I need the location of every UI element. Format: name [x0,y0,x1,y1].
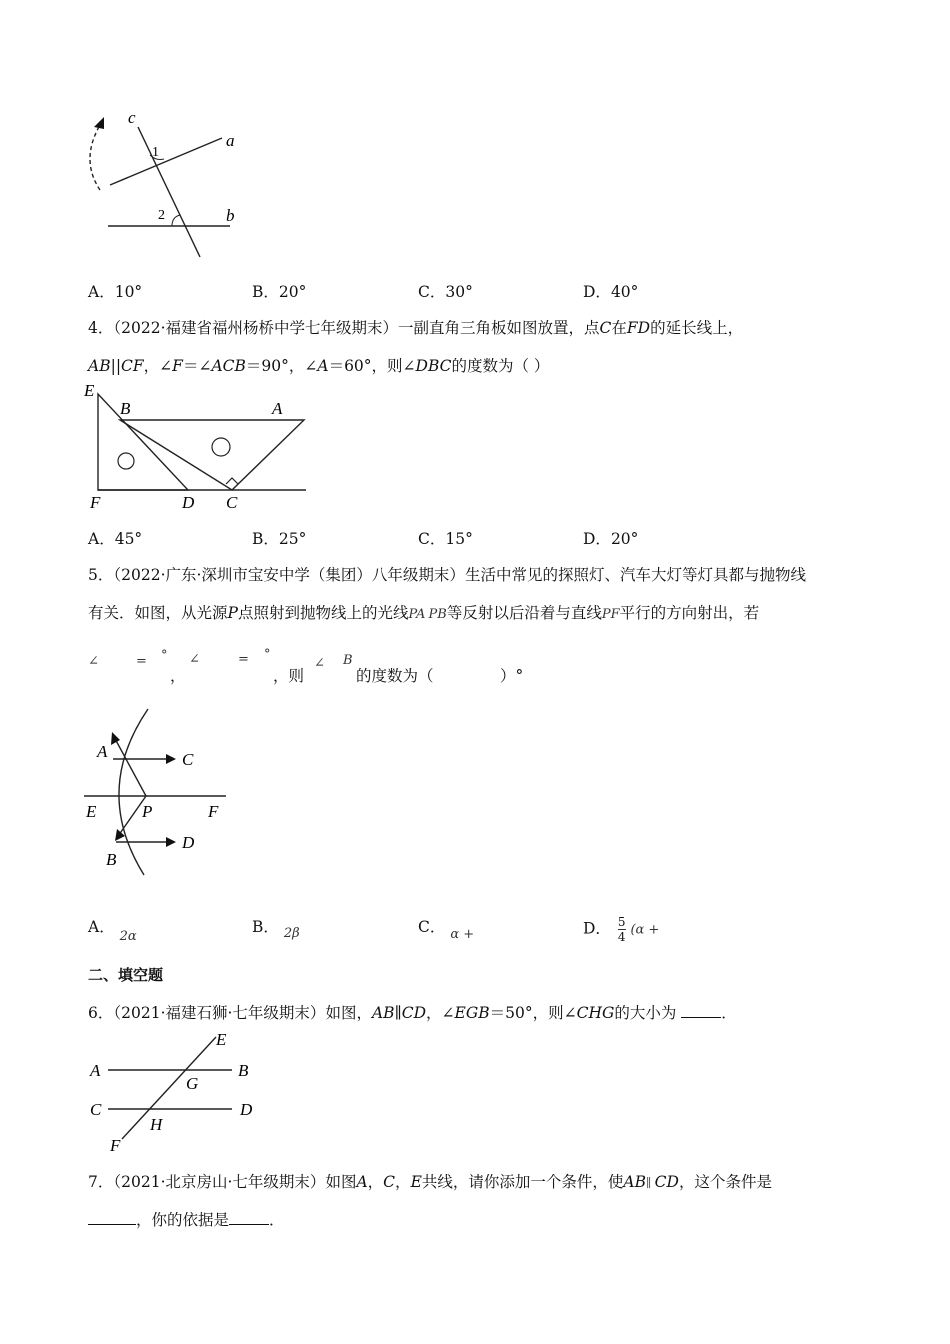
option-letter: B． [252,530,279,548]
q5-text: 平行的方向射出，若 [619,604,760,622]
question-number: 6． [88,1004,114,1022]
var-chg: CHG [576,1004,615,1022]
figure-parabola [80,705,240,880]
q7-text: ， [367,1173,384,1191]
option-letter: D． [583,530,611,548]
figure-parallel-transversal [80,1025,270,1155]
hole-left [118,453,134,469]
q4-text: 的延长线上， [650,319,744,337]
var-dbc: DBC [415,357,452,375]
q4-option-b[interactable] [252,527,306,549]
label-e: E [216,1030,227,1049]
q4-text: 一副直角三角板如图放置，点 [398,319,600,337]
q5-eq-2: = [238,652,249,667]
q5-text: 有关．如图，从光源 [88,604,228,622]
var-egb: EGB [454,1004,490,1022]
q4-line-2 [88,354,549,376]
var-ab: AB [623,1173,646,1191]
q6-line-1 [88,1001,737,1023]
right-angle-mark [226,478,238,484]
label-g: G [186,1074,199,1093]
label-1: 1 [152,145,159,160]
triangle-bac [120,420,304,490]
var-f: F [172,357,183,375]
parallel-symbol: ∥ [646,1176,652,1190]
arrow-head-c [166,754,176,764]
figure-angles-1-2 [80,105,260,265]
var-p: P [227,604,238,622]
option-letter: D． [583,919,611,938]
q3-option-a[interactable] [88,280,142,302]
q5-line-1 [88,563,806,585]
question-source: （2022·广东·深圳市宝安中学（集团）八年级期末） [113,566,465,584]
q6-text: 的大小为 [614,1004,677,1022]
label-b: B [106,850,117,869]
fraction [618,915,626,944]
q5-line-2 [88,601,759,623]
option-text: 2α [119,929,137,944]
option-letter: A． [88,283,115,301]
var-cd: CD [401,1004,427,1022]
question-number: 4． [88,319,114,337]
var-c: C [383,1173,396,1191]
var-a: A [356,1173,368,1191]
q5-angle-3: ∠ [314,656,325,671]
label-c: C [90,1100,102,1119]
option-letter: C． [418,530,446,548]
q5-var-b: B [343,653,353,668]
var-cf: CF [121,357,144,375]
q7-text: ，这个条件是 [678,1173,772,1191]
var-pf: PF [601,607,620,622]
option-letter: C． [418,283,446,301]
label-d: D [240,1100,253,1119]
option-letter: A． [88,918,115,936]
q3-option-c[interactable] [418,280,473,302]
question-source: （2021·北京房山·七年级期末） [113,1173,326,1191]
option-text: 40° [610,283,639,301]
fraction-numerator: 5 [617,915,626,929]
option-text: 15° [445,530,473,548]
q5-close: ）° [500,667,524,685]
q7-text: ， [395,1173,411,1191]
q4-option-c[interactable] [418,527,473,549]
label-a: A [272,399,283,418]
q6-text: ，∠ [426,1004,455,1022]
answer-blank-reason[interactable] [229,1210,269,1225]
label-f: F [110,1136,121,1155]
option-letter: B． [252,918,279,936]
q4-text: ＝60°，则∠ [328,357,416,375]
label-b: B [120,399,131,418]
triangle-efd [98,394,188,490]
answer-blank-condition[interactable] [88,1210,136,1225]
q6-text: ＝50°，则∠ [489,1004,577,1022]
question-source: （2021·福建石狮·七年级期末） [113,1004,326,1022]
var-pa: PA [408,607,426,622]
label-a: A [97,742,108,761]
answer-blank[interactable] [681,1003,721,1018]
label-h: H [150,1115,163,1134]
q6-text: 如图， [325,1004,372,1022]
q7-text: 共线，请你添加一个条件，使 [421,1173,624,1191]
var-cd: CD [654,1173,679,1191]
label-p: P [142,802,153,821]
q5-eq-1: = [136,654,147,669]
var-c: C [599,319,612,337]
label-e: E [86,802,97,821]
label-c: c [128,108,136,127]
q4-text: ＝∠ [182,357,212,375]
option-text: 10° [114,283,143,301]
option-text: 20° [278,283,307,301]
q5-text: 等反射以后沿着与直线 [446,604,602,622]
q7-line-2 [88,1208,285,1230]
fraction-denominator: 4 [617,930,626,944]
arrow-head-d [166,837,176,847]
q5-tail: 的度数为（ [356,667,434,685]
q7-text: ，你的依据是 [136,1211,230,1229]
option-text: 2β [283,926,300,941]
q5-option-b[interactable] [252,915,300,941]
rotation-arrow-head [94,117,104,129]
q5-comma: ， [170,667,186,685]
q3-option-d[interactable] [583,280,638,302]
label-a: A [90,1061,101,1080]
q4-line-1 [88,316,743,338]
angle-2-arc [172,215,180,226]
q7-text: 如图 [325,1173,357,1191]
q6-text: ． [721,1004,737,1022]
label-2: 2 [158,208,165,223]
option-letter: A． [88,530,115,548]
option-letter: C． [418,918,446,936]
option-text: α + [450,927,475,942]
rotation-arrow [90,125,100,190]
var-a: A [317,357,329,375]
q4-option-a[interactable] [88,527,142,549]
q5-angle-1: ∠ [88,654,99,669]
q5-deg-1: ° [161,648,168,663]
var-fd: FD [626,319,651,337]
question-number: 7． [88,1173,114,1191]
line-c [138,127,200,257]
arrow-head-pa [111,732,120,745]
option-text: 20° [610,530,639,548]
question-number: 5． [88,566,114,584]
label-f: F [208,802,219,821]
var-pb: PB [428,607,447,622]
label-d: D [182,833,195,852]
var-acb: ACB [211,357,246,375]
label-a: a [226,131,235,150]
q4-text: 的度数为（ ） [451,357,550,375]
q5-option-c[interactable] [418,915,475,942]
q5-option-a[interactable] [88,915,137,944]
q4-text: 在 [611,319,627,337]
line-a [110,138,222,185]
label-c: C [182,750,194,769]
q7-line-1 [88,1170,772,1192]
option-letter: D． [583,283,611,301]
option-text: (α + [630,922,660,938]
q5-then: ，则 [273,667,305,685]
q4-text: ＝90°，∠ [245,357,318,375]
label-b: b [226,206,235,225]
label-b: B [238,1061,249,1080]
q5-text: 点照射到抛物线上的光线 [237,604,409,622]
section-title: 二、填空题 [88,966,164,984]
var-ab: AB [371,1004,395,1022]
hole-right [212,438,230,456]
option-letter: B． [252,283,279,301]
option-text: 45° [114,530,143,548]
q4-text: ，∠ [143,357,173,375]
q4-option-d[interactable] [583,527,638,549]
var-e: E [410,1173,422,1191]
q5-deg-2: ° [264,647,271,662]
parallel-symbol: || [110,357,122,375]
var-ab: AB [88,357,111,375]
q5-option-d[interactable] [583,915,659,944]
label-e: E [84,381,95,400]
figure-set-squares [80,380,320,515]
q7-text: ． [269,1211,285,1229]
q5-angle-2: ∠ [189,652,200,667]
label-f: F [90,493,101,512]
question-source: （2022·福建省福州杨桥中学七年级期末） [113,319,398,337]
parallel-symbol: ∥ [394,1004,402,1022]
q3-option-b[interactable] [252,280,306,302]
option-text: 30° [445,283,473,301]
label-c: C [226,493,238,512]
label-d: D [182,493,195,512]
option-text: 25° [278,530,307,548]
line-ef [122,1037,216,1139]
q5-text: 生活中常见的探照灯、汽车大灯等灯具都与抛物线 [464,566,806,584]
